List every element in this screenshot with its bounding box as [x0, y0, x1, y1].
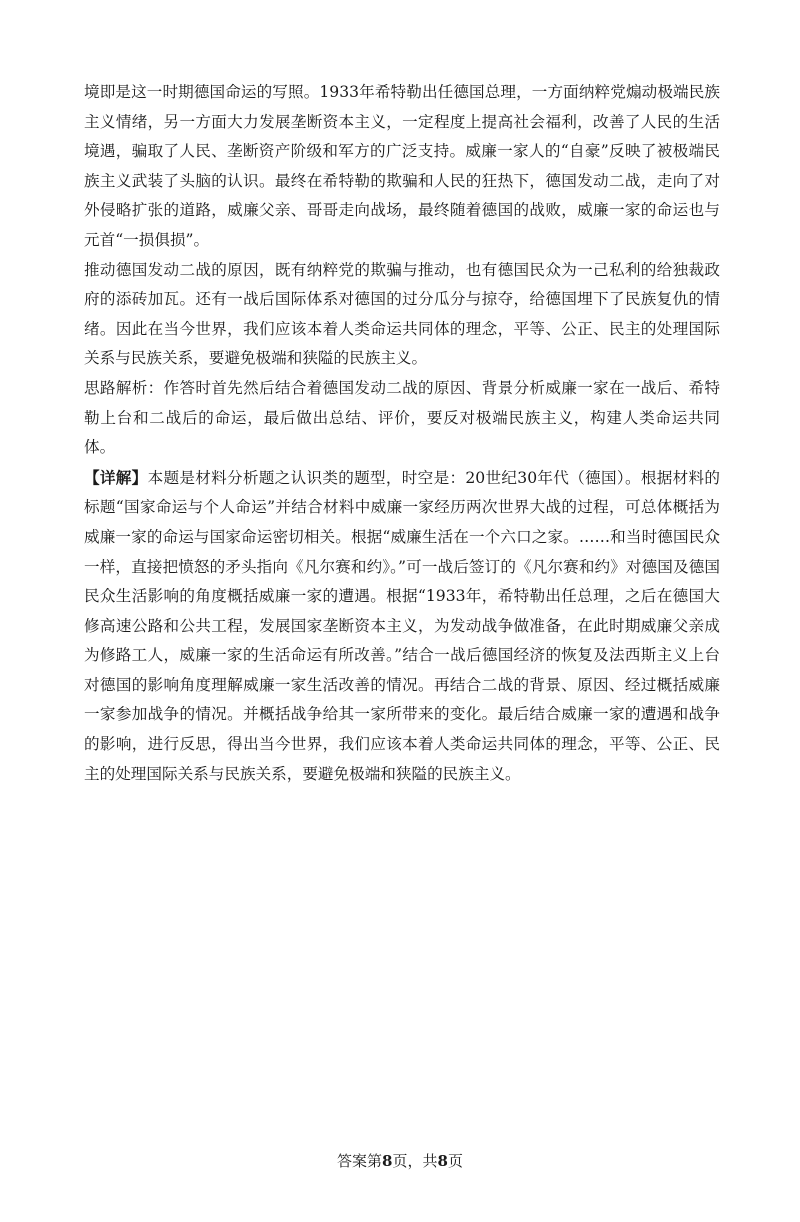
- detail-text: 本题是材料分析题之认识类的题型，时空是：20世纪30年代（德国）。根据材料的标题“国家命运与个人命运”并结合材料中威廉一家经历两次世界大战的过程，可总体概括为威廉一家的命运与国家命运密切相关。根据“威廉生活在一个六口之家。……和当时德国民众一样，直接把愤怒的矛头指向《凡尔赛和约》。”可一战后签订的《凡尔赛和约》对德国及德国民众生活影响的角度概括威廉一家的遭遇。根据“1933年，希特勒出任总理，之后在德国大修高速公路和公共工程，发展国家垄断资本主义，为发动战争做准备，在此时期威廉父亲成为修路工人，威廉一家的生活命运有所改善。”结合一战后德国经济的恢复及法西斯主义上台对德国的影响角度理解威廉一家生活改善的情况。再结合二战的背景、原因、经过概括威廉一家参加战争的情况。并概括战争给其一家所带来的变化。最后结合威廉一家的遭遇和战争的影响，进行反思，得出当今世界，我们应该本着人类命运共同体的理念，平等、公正、民主的处理国际关系与民族关系，要避免极端和狭隘的民族主义。: [84, 468, 720, 783]
- footer-total-pages: 8: [437, 1152, 448, 1170]
- detail-label: 【详解】: [84, 467, 148, 487]
- paragraph-detail: [84, 463, 720, 790]
- footer-page-number: 8: [382, 1152, 393, 1170]
- footer-prefix: 答案第: [337, 1152, 383, 1170]
- page-footer: [0, 1151, 800, 1171]
- footer-middle: 页，共: [392, 1152, 438, 1170]
- paragraph-approach-analysis: 思路解析：作答时首先然后结合着德国发动二战的原因、背景分析威廉一家在一战后、希特勒上台和二战后的命运，最后做出总结、评价，要反对极端民族主义，构建人类命运共同体。: [84, 378, 720, 457]
- footer-suffix: 页: [447, 1152, 463, 1170]
- paragraph-war-causes: 推动德国发动二战的原因，既有纳粹党的欺骗与推动，也有德国民众为一己私利的给独裁政府的添砖加瓦。还有一战后国际体系对德国的过分瓜分与掠夺，给德国埋下了民族复仇的情绪。因此在当今世界，我们应该本着人类命运共同体的理念，平等、公正、民主的处理国际关系与民族关系，要避免极端和狭隘的民族主义。: [84, 260, 720, 368]
- paragraph-germany-fate: 境即是这一时期德国命运的写照。1933年希特勒出任德国总理，一方面纳粹党煽动极端民族主义情绪，另一方面大力发展垄断资本主义，一定程度上提高社会福利，改善了人民的生活境遇，骗取了人民、垄断资产阶级和军方的广泛支持。威廉一家人的“自豪”反映了被极端民族主义武装了头脑的认识。最终在希特勒的欺骗和人民的狂热下，德国发动二战，走向了对外侵略扩张的道路，威廉父亲、哥哥走向战场，最终随着德国的战败，威廉一家的命运也与元首“一损俱损”。: [84, 83, 720, 249]
- document-body: [84, 78, 720, 789]
